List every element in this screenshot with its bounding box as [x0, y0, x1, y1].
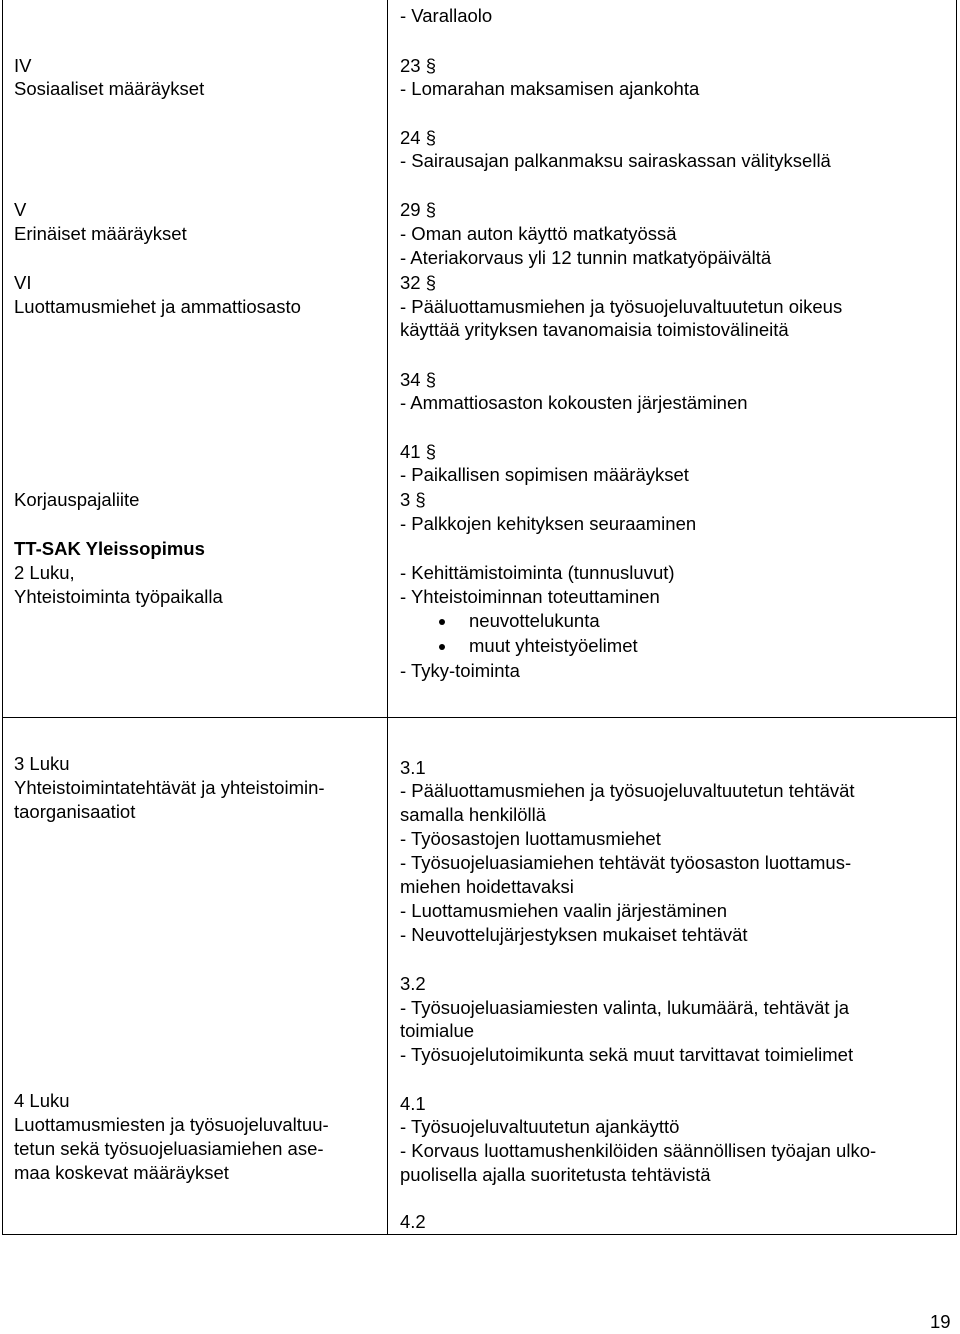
chapter-2-title: Yhteistoiminta työpaikalla: [14, 586, 223, 607]
table-border-bottom: [2, 1234, 957, 1235]
chapter-2-bullet-2: muut yhteistyöelimet: [469, 635, 638, 656]
paragraph-3-1-number: 3.1: [400, 757, 426, 778]
section-29-item-2: - Ateriakorvaus yli 12 tunnin matkatyöpäivältä: [400, 247, 772, 268]
table-border-left: [2, 0, 3, 1235]
bullet-icon: [439, 619, 445, 625]
section-3-number: 3 §: [400, 489, 426, 510]
section-iv-number: IV: [14, 55, 32, 76]
section-41-item: - Paikallisen sopimisen määräykset: [400, 464, 689, 485]
paragraph-3-1-line5: miehen hoidettavaksi: [400, 876, 574, 897]
paragraph-3-2-number: 3.2: [400, 973, 426, 994]
section-23-number: 23 §: [400, 55, 437, 76]
table-border-row-divider: [2, 717, 957, 718]
chapter-2-bullet-1: neuvottelukunta: [469, 610, 600, 631]
paragraph-3-1-line2: samalla henkilöllä: [400, 804, 547, 825]
chapter-4-title-line3: maa koskevat määräykset: [14, 1162, 229, 1183]
paragraph-3-1-line7: - Neuvottelujärjestyksen mukaiset tehtävät: [400, 924, 748, 945]
section-v-title: Erinäiset määräykset: [14, 223, 187, 244]
paragraph-3-2-line1: - Työsuojeluasiamiesten valinta, lukumäärä, tehtävät ja: [400, 997, 850, 1018]
paragraph-3-1-line1: - Pääluottamusmiehen ja työsuojeluvaltuutetun tehtävät: [400, 780, 855, 801]
chapter-4-title-line1: Luottamusmiesten ja työsuojeluvaltuu-: [14, 1114, 329, 1135]
table-border-right: [956, 0, 957, 1235]
paragraph-3-1-line3: - Työosastojen luottamusmiehet: [400, 828, 661, 849]
section-34-item: - Ammattiosaston kokousten järjestäminen: [400, 392, 748, 413]
section-vi-number: VI: [14, 272, 32, 293]
section-vi-title: Luottamusmiehet ja ammattiosasto: [14, 296, 301, 317]
chapter-2-item-1: - Kehittämistoiminta (tunnusluvut): [400, 562, 675, 583]
chapter-3-title-line2: taorganisaatiot: [14, 801, 136, 822]
page-number: 19: [930, 1311, 951, 1332]
chapter-2-label: 2 Luku,: [14, 562, 75, 583]
chapter-3-title-line1: Yhteistoimintatehtävät ja yhteistoimin-: [14, 777, 325, 798]
section-32-number: 32 §: [400, 272, 437, 293]
section-29-item-1: - Oman auton käyttö matkatyössä: [400, 223, 677, 244]
table-border-middle: [387, 0, 388, 1235]
section-41-number: 41 §: [400, 441, 437, 462]
paragraph-3-2-line2: toimialue: [400, 1020, 475, 1041]
section-iv-title: Sosiaaliset määräykset: [14, 78, 205, 99]
paragraph-4-1-line3: puolisella ajalla suoritetusta tehtävistä: [400, 1164, 711, 1185]
paragraph-4-2-number: 4.2: [400, 1211, 426, 1232]
section-32-item-line1: - Pääluottamusmiehen ja työsuojeluvaltuutetun oikeus: [400, 296, 843, 317]
section-32-item-line2: käyttää yrityksen tavanomaisia toimistovälineitä: [400, 319, 789, 340]
section-34-number: 34 §: [400, 369, 437, 390]
chapter-2-item-2: - Yhteistoiminnan toteuttaminen: [400, 586, 660, 607]
section-24-number: 24 §: [400, 127, 437, 148]
chapter-4-label: 4 Luku: [14, 1090, 70, 1111]
paragraph-4-1-line1: - Työsuojeluvaltuutetun ajankäyttö: [400, 1116, 680, 1137]
section-24-item: - Sairausajan palkanmaksu sairaskassan välityksellä: [400, 150, 831, 171]
chapter-4-title-line2: tetun sekä työsuojeluasiamiehen ase-: [14, 1138, 324, 1159]
paragraph-4-1-number: 4.1: [400, 1093, 426, 1114]
chapter-2-item-3: - Tyky-toiminta: [400, 660, 520, 681]
section-23-item: - Lomarahan maksamisen ajankohta: [400, 78, 700, 99]
paragraph-3-1-line6: - Luottamusmiehen vaalin järjestäminen: [400, 900, 728, 921]
section-29-number: 29 §: [400, 199, 437, 220]
paragraph-3-1-line4: - Työsuojeluasiamiehen tehtävät työosaston luottamus-: [400, 852, 852, 873]
chapter-3-label: 3 Luku: [14, 753, 70, 774]
paragraph-4-1-line2: - Korvaus luottamushenkilöiden säännöllisen työajan ulko-: [400, 1140, 877, 1161]
section-v-number: V: [14, 199, 27, 220]
item-varallaolo: - Varallaolo: [400, 5, 493, 26]
paragraph-3-2-line3: - Työsuojelutoimikunta sekä muut tarvittavat toimielimet: [400, 1044, 854, 1065]
bullet-icon: [439, 644, 445, 650]
section-3-item: - Palkkojen kehityksen seuraaminen: [400, 513, 697, 534]
ttsak-heading: TT-SAK Yleissopimus: [14, 538, 205, 559]
korjauspajaliite-heading: Korjauspajaliite: [14, 489, 140, 510]
